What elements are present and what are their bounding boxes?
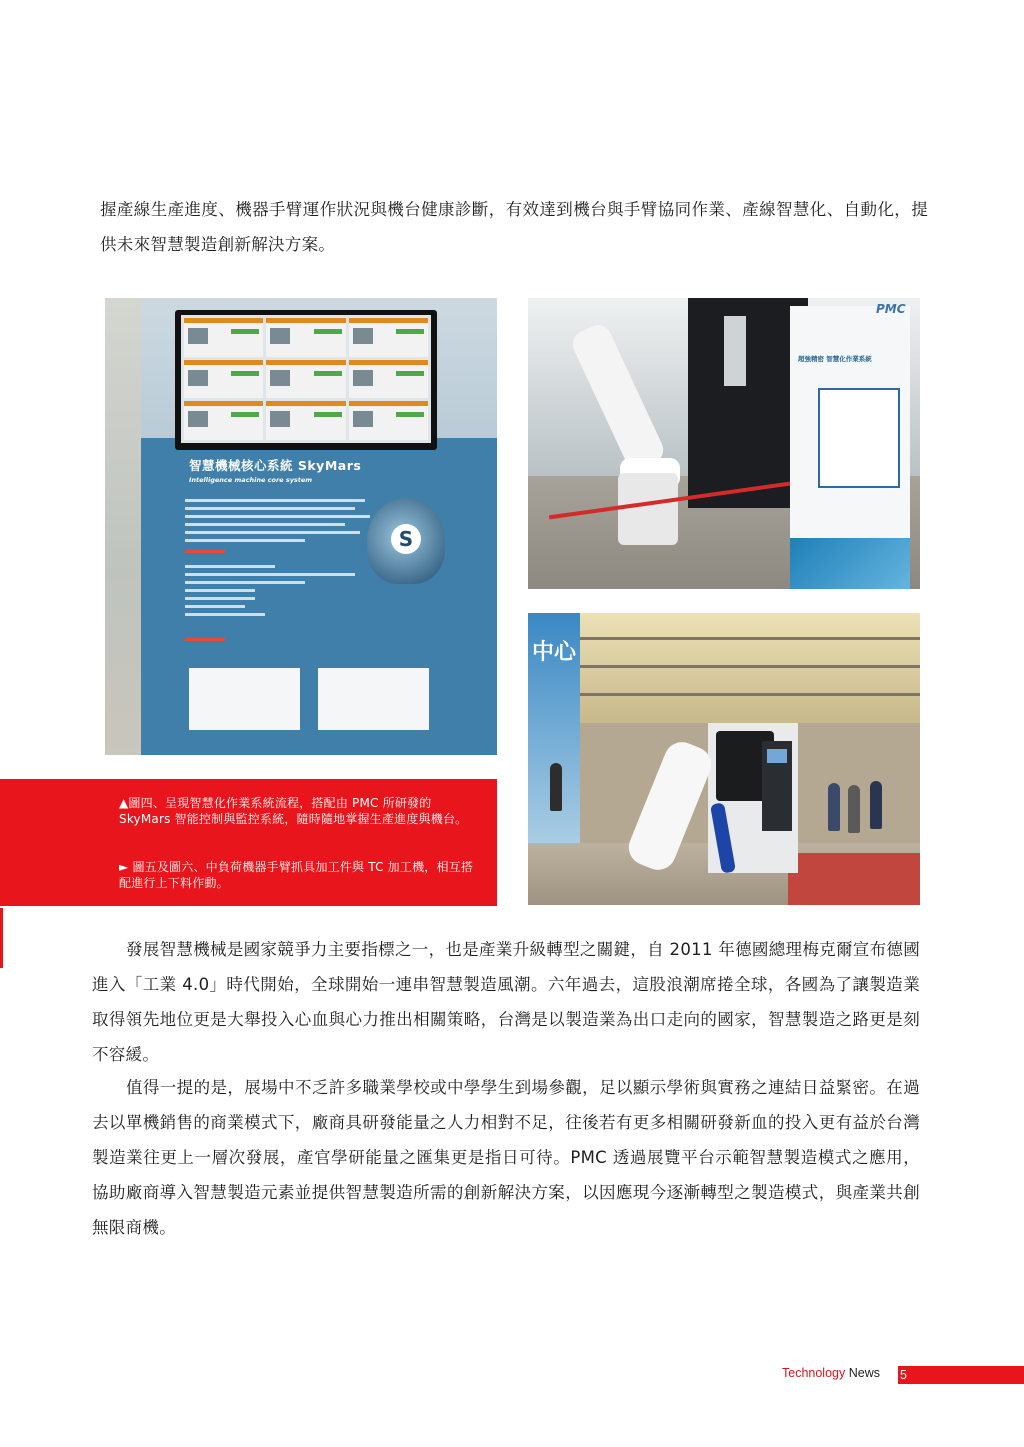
hall-ceiling bbox=[528, 613, 920, 723]
screen-tile bbox=[266, 318, 345, 357]
screen-tile bbox=[184, 318, 263, 357]
caption-figure-4: ▲圖四、呈現智慧化作業系統流程，搭配由 PMC 所研發的 SkyMars 智能控制與監控系統，隨時隨地掌握生產進度與機台。 bbox=[119, 796, 468, 826]
ceiling-beam bbox=[528, 693, 920, 696]
hall-banner-text: 中心 bbox=[532, 640, 577, 665]
screen-tile bbox=[266, 401, 345, 440]
monitor bbox=[175, 310, 437, 450]
screen-tile bbox=[349, 401, 428, 440]
red-carpet bbox=[788, 853, 920, 905]
panel-screenshots bbox=[189, 668, 429, 730]
figure-5-photo bbox=[528, 298, 920, 589]
visitor-figure bbox=[550, 763, 562, 811]
screen-tile bbox=[266, 360, 345, 399]
page-number: 5 bbox=[896, 1366, 1024, 1384]
panel-text-lines bbox=[185, 494, 375, 547]
panel-bullet-lines bbox=[185, 560, 355, 621]
monitor-screen bbox=[181, 315, 431, 443]
banner-diagram bbox=[818, 388, 900, 488]
figure-6-photo bbox=[528, 613, 920, 905]
machine-control-panel bbox=[762, 741, 792, 831]
screen-tile bbox=[349, 360, 428, 399]
banner-blue-band bbox=[790, 538, 910, 589]
caption-figure-5-6: ► 圖五及圖六、中負荷機器手臂抓具加工件與 TC 加工機，相互搭配進行上下料作動。 bbox=[119, 860, 474, 890]
footer-label-technology: Technology bbox=[782, 1366, 846, 1380]
visitor-figure bbox=[870, 781, 882, 829]
screen-tile bbox=[349, 318, 428, 357]
visitor-figure bbox=[828, 783, 840, 831]
visitor-figure bbox=[848, 785, 860, 833]
body-paragraph-2: 值得一提的是，展場中不乏許多職業學校或中學學生到場參觀，足以顯示學術與實務之連結日益緊密。在過去以單機銷售的商業模式下，廠商具研發能量之人力相對不足，往後若有更多相關研發新血的投入更有益於台灣製造業往更上一層次發展，產官學研能量之匯集更是指日可待。PMC 透過展覽平台示範智慧製造模式之應用，協助廠商導入智慧製造元素並提供智慧製造所需的創新解決方案，以因應現今逐漸轉型之製造模式，與產業共創無限商機。 bbox=[92, 1078, 920, 1237]
ceiling-beam bbox=[528, 637, 920, 640]
figure-caption-box bbox=[0, 779, 497, 906]
screen-tile bbox=[184, 401, 263, 440]
machine-control-panel bbox=[724, 316, 746, 386]
robot-arm-base bbox=[618, 473, 678, 545]
panel-red-heading bbox=[185, 638, 225, 641]
intro-paragraph: 握產線生產進度、機器手臂運作狀況與機台健康診斷，有效達到機台與手臂協同作業、產線智慧化、自動化，提供未來智慧製造創新解決方案。 bbox=[100, 200, 928, 254]
skymars-head-graphic: S bbox=[367, 498, 445, 584]
screen-tile bbox=[184, 360, 263, 399]
figure-4-photo bbox=[105, 298, 497, 755]
ceiling-beam bbox=[528, 665, 920, 668]
banner-title: 超強精密 智慧化作業系統 bbox=[798, 355, 872, 363]
body-paragraph-1: 發展智慧機械是國家競爭力主要指標之一，也是產業升級轉型之關鍵，自 2011 年德國總理梅克爾宣布德國進入「工業 4.0」時代開始，全球開始一連串智慧製造風潮。六年過去，這股浪潮席捲全球，各國為了讓製造業取得領先地位更是大舉投入心血與心力推出相關策略，台灣是以製造業為出口走向的國家，智慧製造之路更是刻不容緩。 bbox=[92, 940, 920, 1064]
footer-label-news: News bbox=[848, 1366, 880, 1380]
panel-title: 智慧機械核心系統 SkyMars bbox=[189, 458, 362, 473]
footer-publication-name bbox=[782, 1366, 880, 1380]
panel-subtitle: Intelligence machine core system bbox=[189, 476, 313, 484]
panel-red-heading bbox=[185, 550, 225, 553]
pmc-logo: PMC bbox=[876, 302, 906, 316]
margin-red-mark bbox=[0, 908, 3, 968]
